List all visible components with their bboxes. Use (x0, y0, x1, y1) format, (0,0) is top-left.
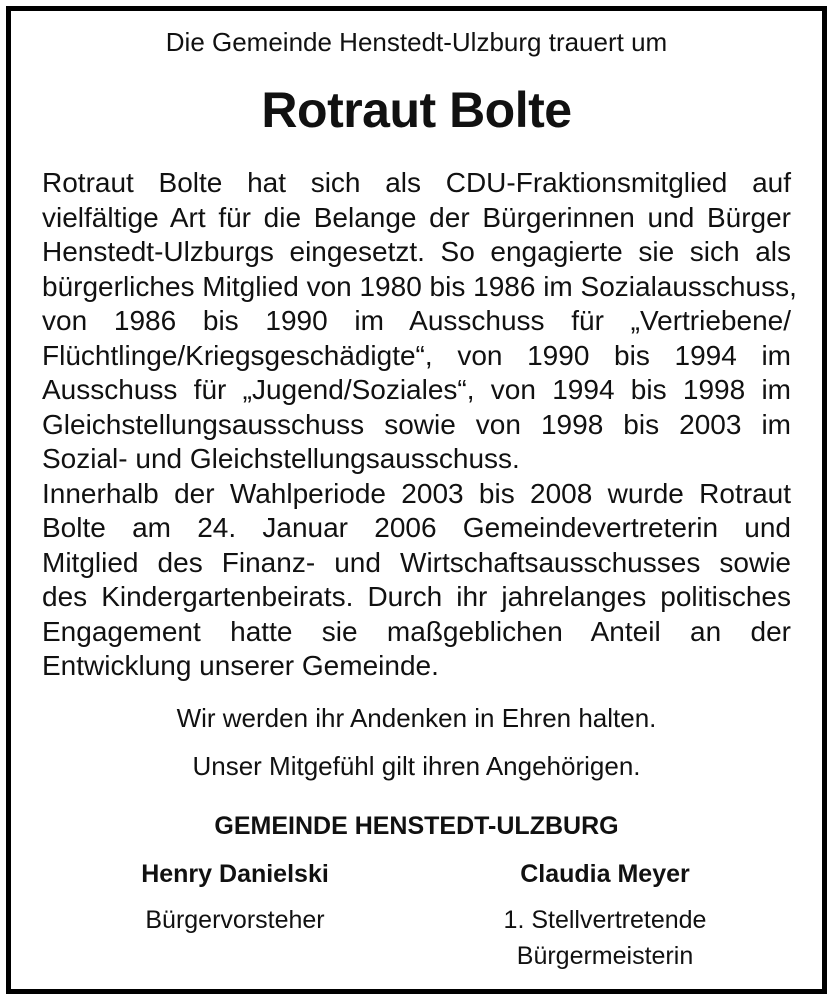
body-line: Rotraut Bolte hat sich als CDU-Fraktionsmitglied auf (42, 167, 791, 198)
signer-right (470, 856, 740, 974)
body-line: vielfältige Art für die Belange der Bürgerinnen und Bürger (42, 201, 791, 233)
body-line: bürgerliches Mitglied von 1980 bis 1986 im Sozialausschuss, (42, 270, 797, 302)
body-paragraph-1 (42, 166, 797, 477)
sympathy-line: Unser Mitgefühl gilt ihren Angehörigen. (192, 751, 641, 781)
body-line: des Kindergartenbeirats. Durch ihr jahrelanges politisches (42, 581, 791, 612)
body-line: Bolte am 24. Januar 2006 Gemeindevertreterin und (42, 512, 791, 543)
signer-role (470, 902, 740, 974)
body-line: Henstedt-Ulzburgs eingesetzt. So engagierte sie sich als (42, 236, 791, 267)
deceased-name: Rotraut Bolte (261, 82, 572, 138)
body-line: Engagement hatte sie maßgeblichen Anteil an der (42, 615, 791, 647)
signer-left (100, 856, 370, 938)
body-line: Mitglied des Finanz- und Wirtschaftsausschusses sowie (42, 546, 791, 578)
obituary-body (42, 166, 797, 684)
signer-role: Bürgervorsteher (145, 906, 325, 934)
signer-role-line: Bürgermeisterin (516, 942, 694, 970)
body-line: Flüchtlinge/Kriegsgeschädigte“, von 1990 bis 1994 im (42, 339, 791, 371)
intro-line: Die Gemeinde Henstedt-Ulzburg trauert um (165, 27, 668, 57)
signer-name: Henry Danielski (141, 860, 329, 888)
body-line: Entwicklung unserer Gemeinde. (42, 650, 439, 681)
organization-name: GEMEINDE HENSTEDT-ULZBURG (214, 812, 619, 840)
body-line: Innerhalb der Wahlperiode 2003 bis 2008 wurde Rotraut (42, 477, 791, 509)
signer-role-line: 1. Stellvertretende (503, 906, 707, 934)
body-paragraph-2 (42, 477, 791, 684)
farewell-line: Wir werden ihr Andenken in Ehren halten. (176, 703, 657, 733)
body-line: von 1986 bis 1990 im Ausschuss für „Vertriebene/ (42, 305, 791, 336)
signer-name: Claudia Meyer (520, 860, 690, 888)
body-line: Sozial- und Gleichstellungsausschuss. (42, 443, 520, 474)
body-line: Gleichstellungsausschuss sowie von 1998 bis 2003 im (42, 408, 791, 440)
body-line: Ausschuss für „Jugend/Soziales“, von 1994 bis 1998 im (42, 374, 791, 405)
